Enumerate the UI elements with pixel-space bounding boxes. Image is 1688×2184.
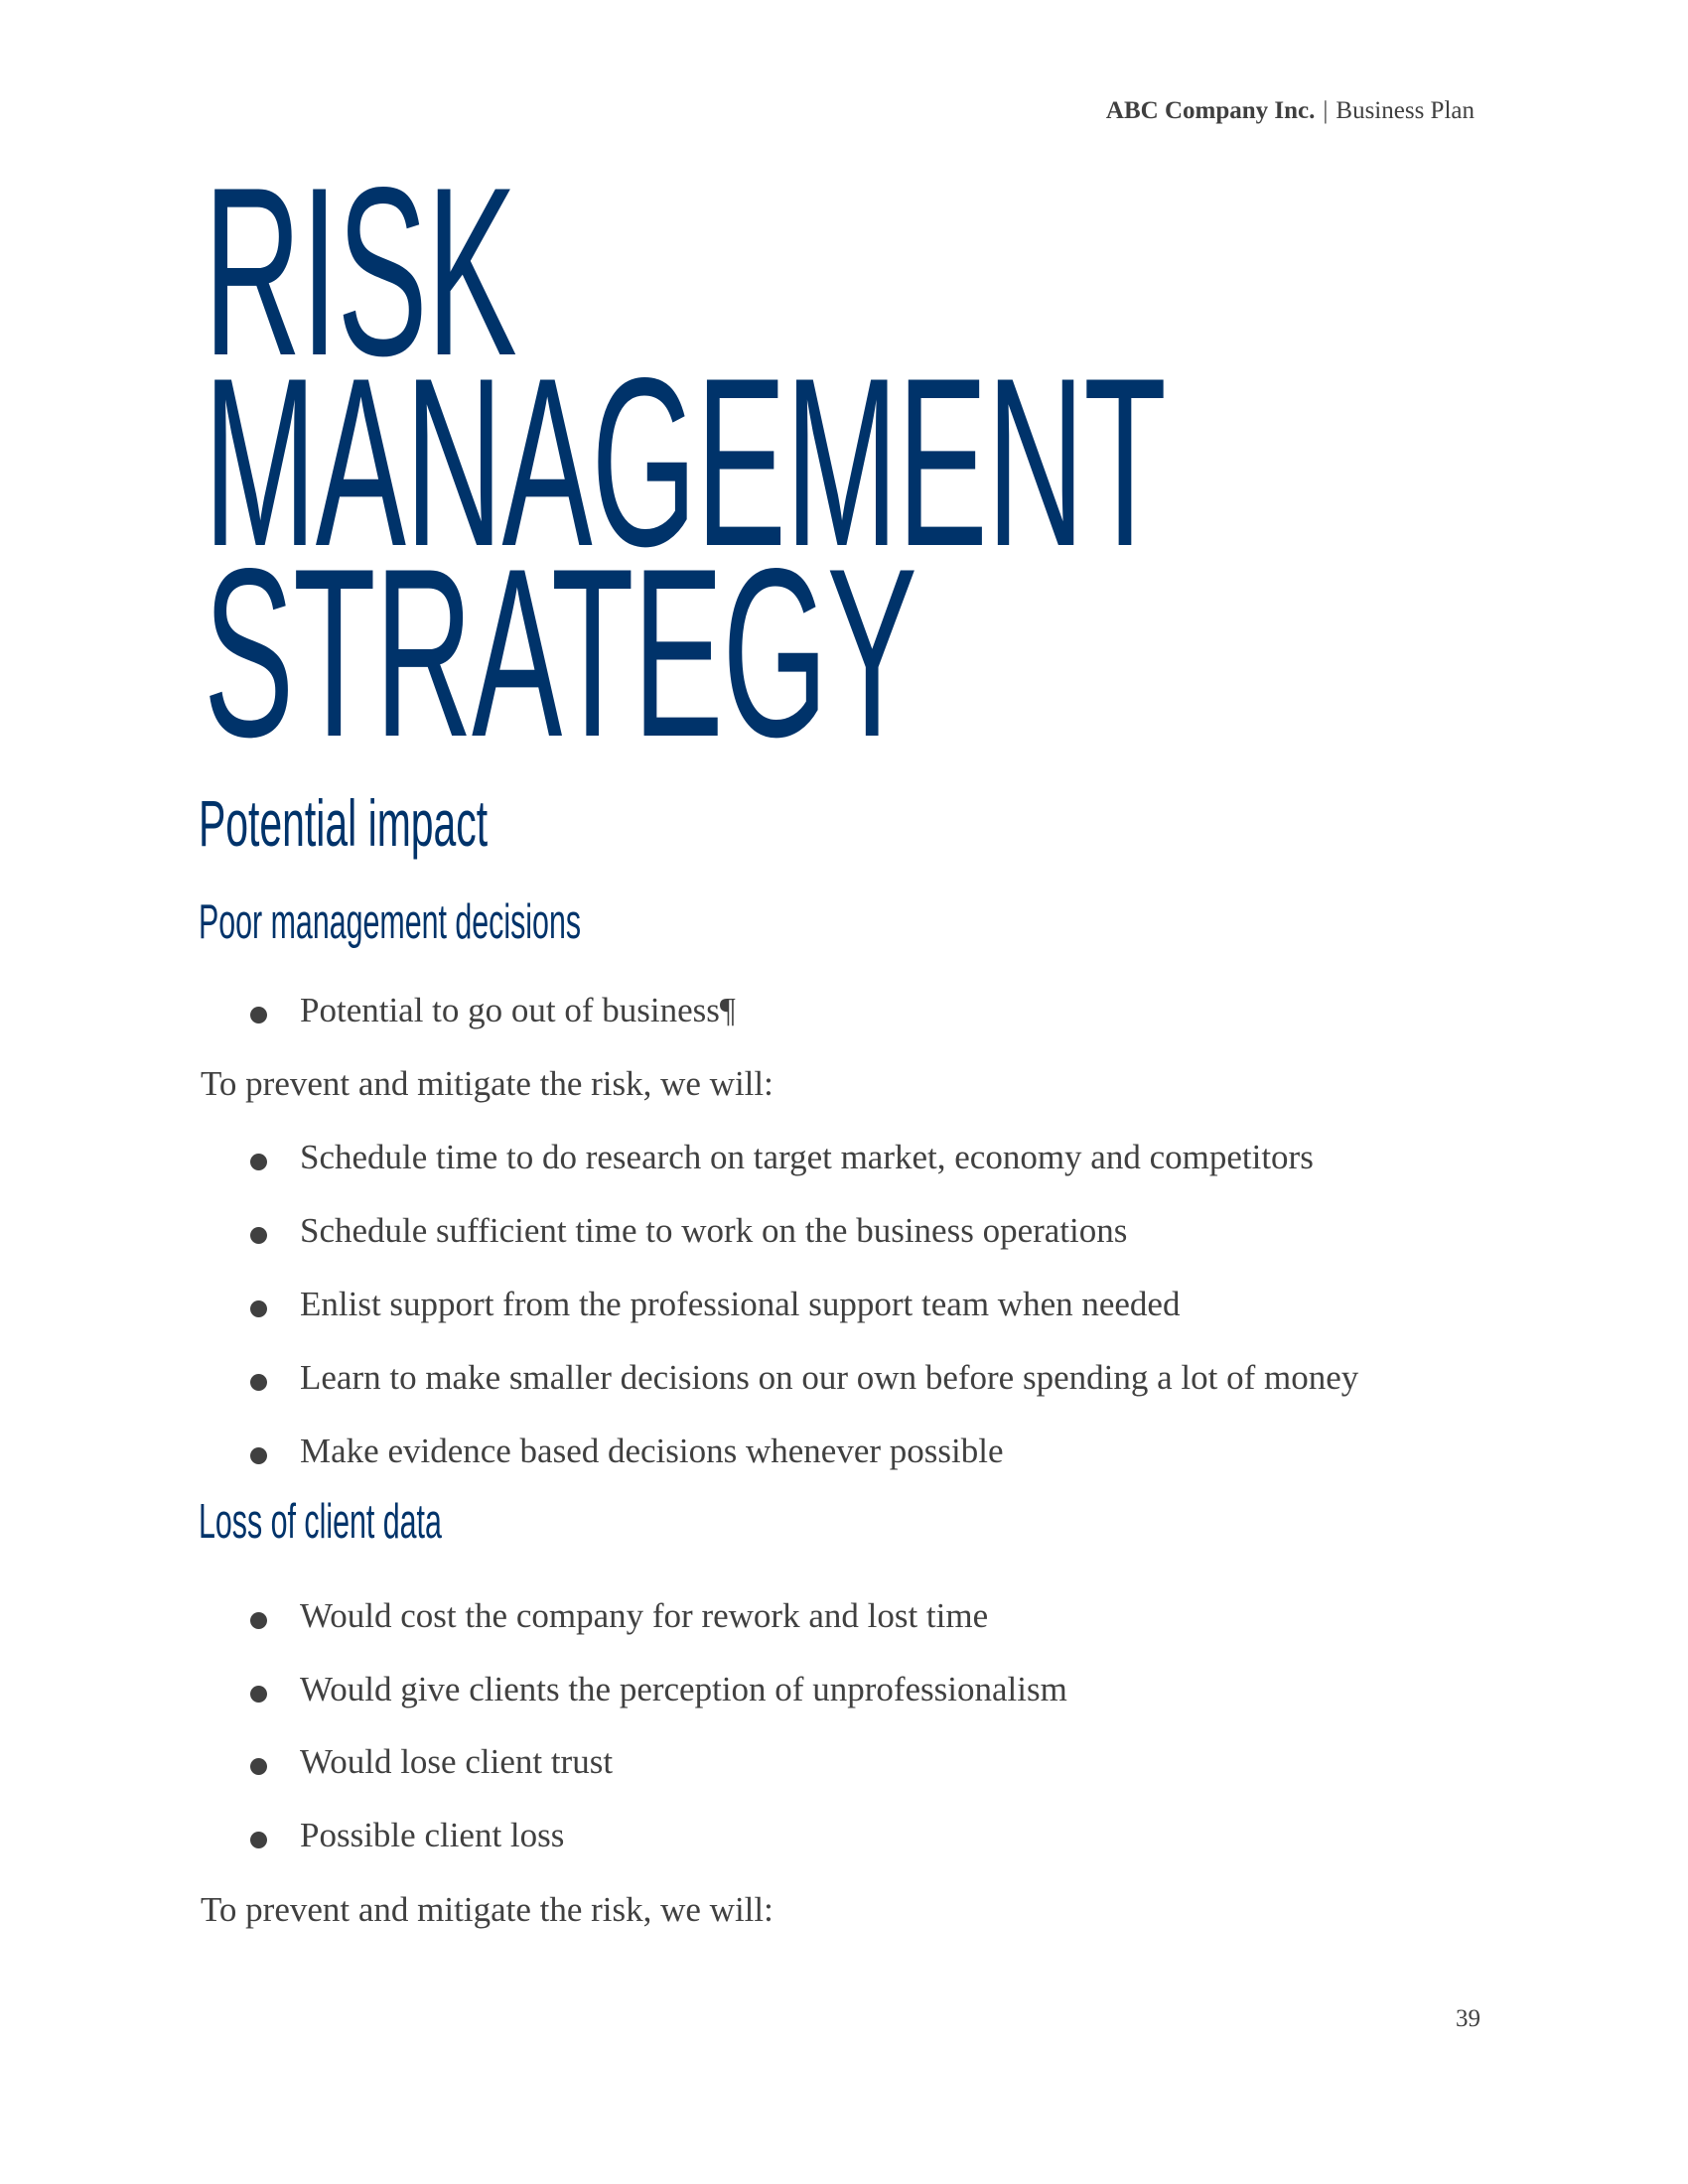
page-title-line-3: STRATEGY bbox=[204, 519, 916, 787]
page-number: 39 bbox=[1456, 2005, 1480, 2032]
mitigation-intro: To prevent and mitigate the risk, we will: bbox=[201, 1890, 774, 1929]
bullet-icon bbox=[250, 1612, 267, 1629]
bullet-icon bbox=[250, 1686, 267, 1703]
running-header bbox=[1106, 97, 1475, 125]
page-title-line-1: RISK bbox=[204, 138, 516, 406]
subsection-heading-poor-management: Poor management decisions bbox=[199, 895, 582, 949]
section-heading: Potential impact bbox=[199, 786, 489, 860]
subsection-heading-loss-of-client-data: Loss of client data bbox=[199, 1495, 442, 1549]
bullet-icon bbox=[250, 1300, 267, 1317]
header-separator: | bbox=[1323, 97, 1329, 124]
header-document-name: Business Plan bbox=[1336, 97, 1475, 124]
header-company-name: ABC Company Inc. bbox=[1105, 97, 1316, 124]
page-title-line-2: MANAGEMENT bbox=[204, 329, 1166, 597]
bullet-icon bbox=[250, 1758, 267, 1775]
mitigation-intro: To prevent and mitigate the risk, we will: bbox=[201, 1064, 774, 1103]
bullet-icon bbox=[250, 1374, 267, 1391]
bullet-icon bbox=[250, 1447, 267, 1464]
bullet-icon bbox=[250, 1154, 267, 1170]
bullet-icon bbox=[250, 1832, 267, 1848]
document-page: ABC Company Inc. | Business Plan RISK MANAGEMENT STRATEGY Potential impact Poor management decisions Potential to go out of business¶ To prevent and mitigate the risk, we will: Schedule time to do research on target market, economy and competitors Schedule sufficient time to work on the business operations Enlist support from the professional support team when needed Learn to make smaller decisions on our own before spending a lot of money Make evidence based decisions whenever possible Loss of client data Would cost the company for rework and lost time Would give clients the perception of unprofessionalism Would lose client trust Possible client loss To prevent and mitigate the risk, we will: 39 bbox=[0, 0, 1688, 2184]
bullet-icon bbox=[250, 1227, 267, 1244]
bullet-icon bbox=[250, 1007, 267, 1024]
